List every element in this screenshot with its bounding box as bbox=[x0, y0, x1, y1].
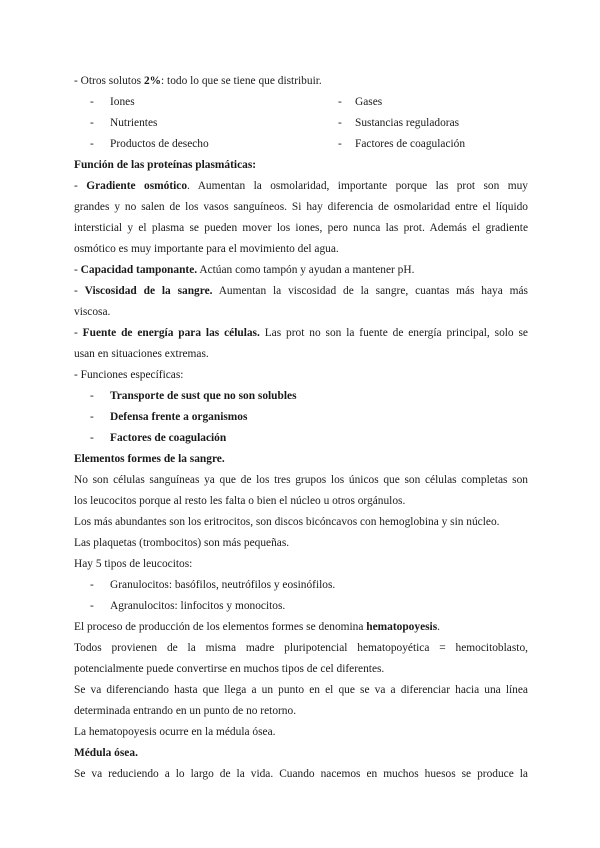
paragraph-elements-5: El proceso de producción de los elementos formes se denomina hematopoyesis. bbox=[74, 621, 441, 633]
paragraph-marrow: Se va reduciendo a lo largo de la vida. Cuando nacemos en muchos huesos se produce la bbox=[74, 768, 528, 780]
paragraph-elements-2: Los más abundantes son los eritrocitos, son discos bicóncavos con hemoglobina y sin núcleo. bbox=[74, 516, 500, 528]
paragraph-elements-7: Se va diferenciando hasta que llega a un punto en el que se va a diferenciar hacia una línea determinada entrando en un punto de no retorno. bbox=[74, 684, 528, 717]
list-item: - Transporte de sust que no son solubles bbox=[90, 390, 297, 402]
list-item: - Agranulocitos: linfocitos y monocitos. bbox=[90, 600, 286, 612]
document-page bbox=[74, 71, 528, 785]
solutes-row: - Nutrientes - Sustancias reguladoras bbox=[74, 113, 528, 134]
paragraph-elements-8: La hematopoyesis ocurre en la médula ósea. bbox=[74, 726, 276, 738]
solutes-row: - Productos de desecho - Factores de coagulación bbox=[74, 134, 528, 155]
paragraph-gradient: - Gradiente osmótico. Aumentan la osmolaridad, importante porque las prot son muy grandes y no salen de los vasos sanguíneos. Si hay diferencia de osmolaridad entre el líquido intersticial y el plasma se pueden mover los iones, pero nunca las prot. Además el gradiente osmótico es muy importante para el movimiento del agua. bbox=[74, 180, 528, 255]
intro-line: - Otros solutos 2%: todo lo que se tiene que distribuir. bbox=[74, 75, 322, 87]
solutes-row: - Iones - Gases bbox=[74, 92, 528, 113]
solute-left: Productos de desecho bbox=[110, 138, 209, 150]
paragraph-energy: - Fuente de energía para las células. Las prot no son la fuente de energía principal, solo se usan en situaciones extremas. bbox=[74, 327, 528, 360]
list-item: - Defensa frente a organismos bbox=[90, 411, 248, 423]
solute-right: Sustancias reguladoras bbox=[355, 117, 460, 129]
list-item: - Factores de coagulación bbox=[90, 432, 227, 444]
paragraph-elements-4: Hay 5 tipos de leucocitos: bbox=[74, 558, 193, 570]
list-item: - Granulocitos: basófilos, neutrófilos y eosinófilos. bbox=[90, 579, 336, 591]
solute-left: Nutrientes bbox=[110, 117, 158, 129]
section-heading-proteins: Función de las proteínas plasmáticas: bbox=[74, 159, 257, 171]
paragraph-buffer: - Capacidad tamponante. Actúan como tampón y ayudan a mantener pH. bbox=[74, 264, 415, 276]
solute-right: Factores de coagulación bbox=[355, 138, 466, 150]
specific-functions-title: - Funciones específicas: bbox=[74, 369, 184, 381]
solute-left: Iones bbox=[110, 96, 135, 108]
section-heading-elements: Elementos formes de la sangre. bbox=[74, 453, 225, 465]
paragraph-elements-6: Todos provienen de la misma madre pluripotencial hematopoyética = hemocitoblasto, potencialmente puede convertirse en muchos tipos de cel diferentes. bbox=[74, 642, 528, 675]
section-heading-marrow: Médula ósea. bbox=[74, 747, 138, 759]
paragraph-elements-1: No son células sanguíneas ya que de los tres grupos los únicos que son células completas son los leucocitos porque al resto les falta o bien el núcleo u otros orgánulos. bbox=[74, 474, 528, 507]
paragraph-elements-3: Las plaquetas (trombocitos) son más pequeñas. bbox=[74, 537, 290, 549]
solute-right: Gases bbox=[355, 96, 383, 108]
paragraph-viscosity: - Viscosidad de la sangre. Aumentan la viscosidad de la sangre, cuantas más haya más viscosa. bbox=[74, 285, 528, 318]
